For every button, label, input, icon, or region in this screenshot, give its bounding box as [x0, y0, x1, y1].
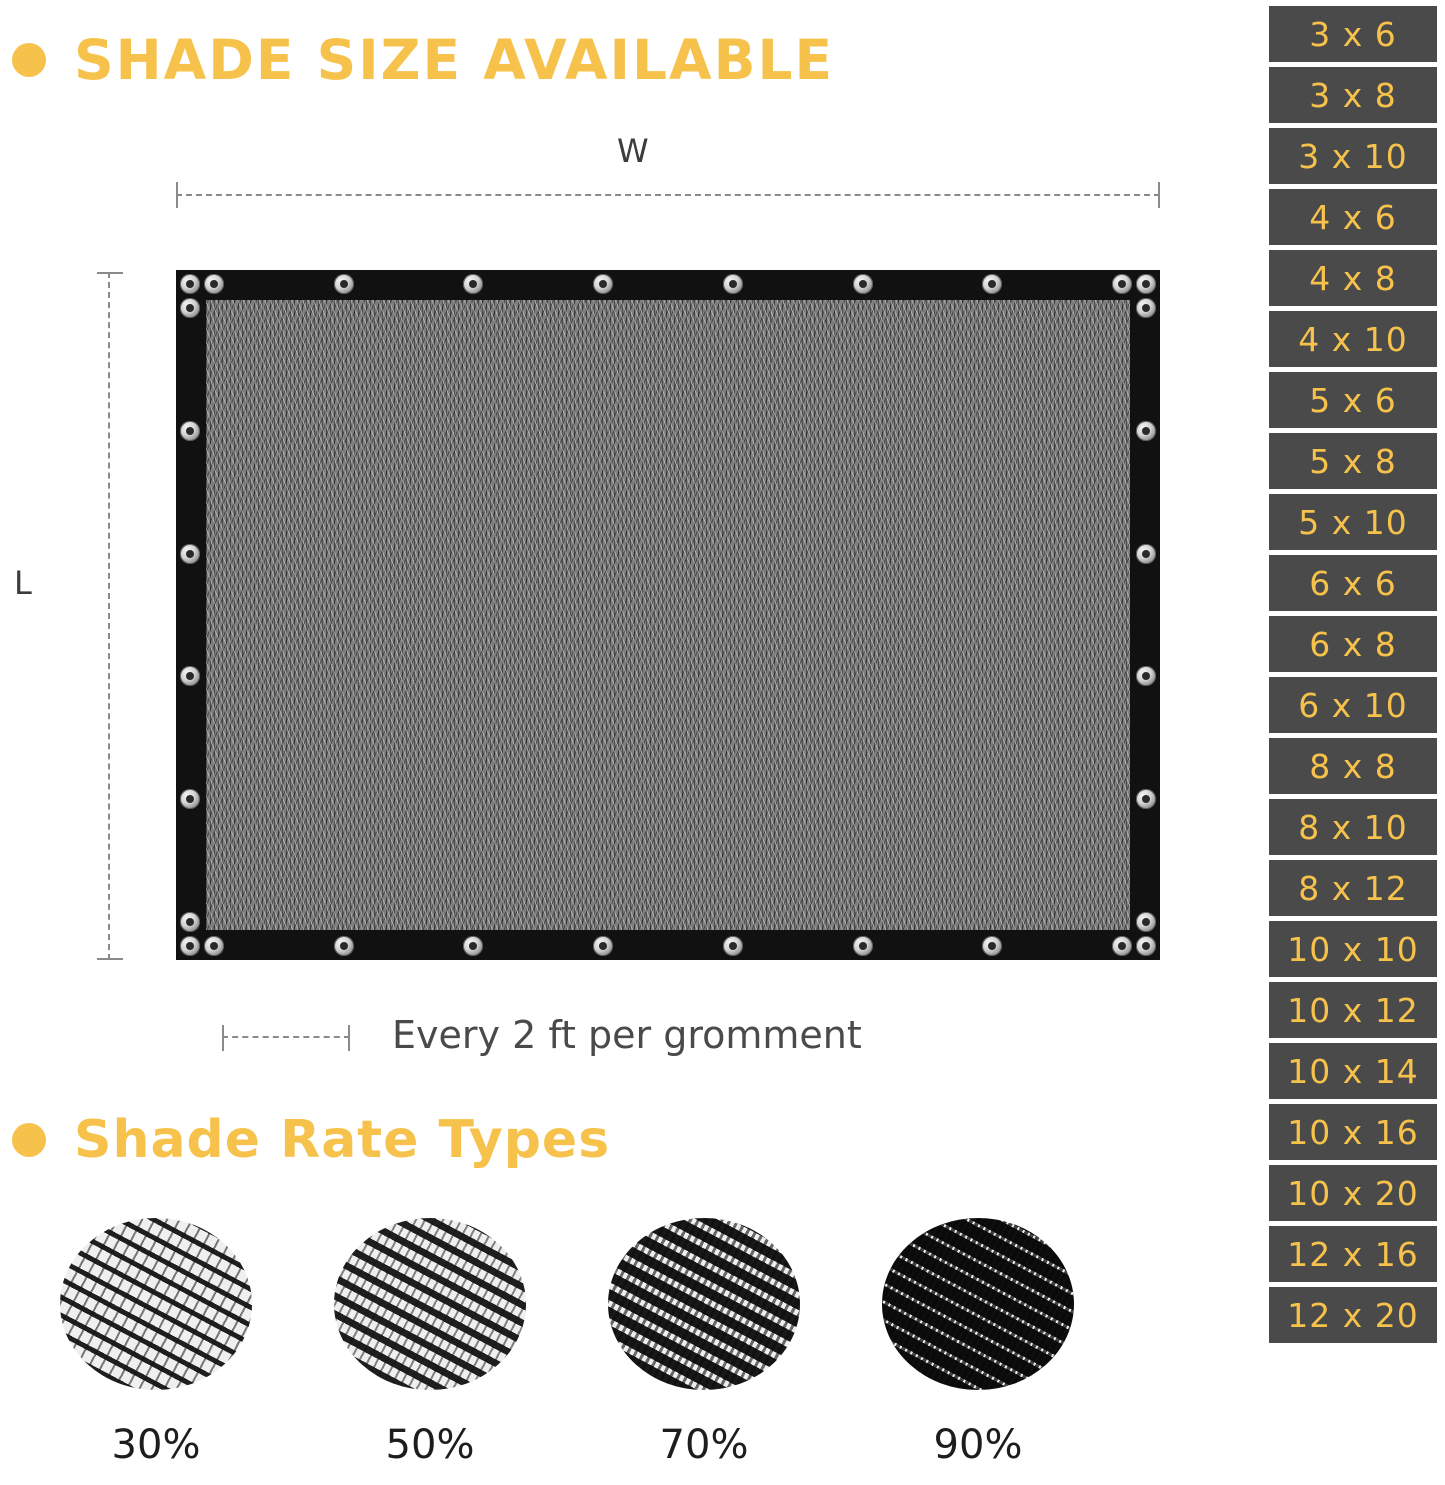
size-chip[interactable]: 10 x 12 [1269, 982, 1437, 1038]
shade-rate-heading [12, 1110, 610, 1170]
shade-cloth-mesh [206, 300, 1130, 930]
size-chip[interactable]: 6 x 10 [1269, 677, 1437, 733]
shade-rate-item [60, 1218, 252, 1468]
size-chip[interactable]: 3 x 8 [1269, 67, 1437, 123]
grommet-spacing-cap-right [348, 1025, 350, 1051]
grommet [853, 274, 873, 294]
width-dimension-label: W [617, 132, 649, 170]
size-chip[interactable]: 5 x 6 [1269, 372, 1437, 428]
width-dimension-cap-right [1158, 182, 1160, 208]
grommet [593, 936, 613, 956]
size-chip[interactable]: 10 x 10 [1269, 921, 1437, 977]
size-chip[interactable]: 3 x 10 [1269, 128, 1437, 184]
shade-rate-item [334, 1218, 526, 1468]
size-chip[interactable]: 6 x 8 [1269, 616, 1437, 672]
size-chip[interactable]: 12 x 16 [1269, 1226, 1437, 1282]
size-chip[interactable]: 3 x 6 [1269, 6, 1437, 62]
shade-rate-label: 70% [659, 1422, 749, 1468]
grommet-spacing-marker [222, 1036, 350, 1038]
size-chip[interactable]: 4 x 10 [1269, 311, 1437, 367]
grommet [1136, 544, 1156, 564]
grommet [180, 274, 200, 294]
shade-rate-swatch-70 [608, 1218, 800, 1390]
grommet [180, 298, 200, 318]
grommet [723, 274, 743, 294]
grommet [180, 912, 200, 932]
grommet [1136, 936, 1156, 956]
size-chip[interactable]: 8 x 8 [1269, 738, 1437, 794]
grommet [334, 274, 354, 294]
size-chip[interactable]: 5 x 8 [1269, 433, 1437, 489]
grommet [1112, 274, 1132, 294]
shade-rate-heading-label: Shade Rate Types [74, 1110, 611, 1170]
grommet [1136, 421, 1156, 441]
shade-rate-swatch-30 [60, 1218, 252, 1390]
grommet-spacing-label: Every 2 ft per gromment [392, 1013, 862, 1057]
shade-rate-label: 90% [933, 1422, 1023, 1468]
available-size-list [1269, 6, 1437, 1343]
length-dimension-line [108, 272, 110, 960]
length-dimension-label: L [14, 564, 32, 602]
width-dimension-cap-left [176, 182, 178, 208]
grommet [723, 936, 743, 956]
grommet [1112, 936, 1132, 956]
size-chip[interactable]: 4 x 6 [1269, 189, 1437, 245]
grommet [180, 936, 200, 956]
size-chip[interactable]: 8 x 10 [1269, 799, 1437, 855]
shade-rate-label: 50% [385, 1422, 475, 1468]
size-chip[interactable]: 10 x 20 [1269, 1165, 1437, 1221]
shade-rate-list [60, 1218, 1220, 1468]
bullet-dot-icon [12, 1123, 46, 1157]
shade-rate-item [882, 1218, 1074, 1468]
grommet [1136, 912, 1156, 932]
size-chip[interactable]: 10 x 14 [1269, 1043, 1437, 1099]
shade-rate-item [608, 1218, 800, 1468]
size-chip[interactable]: 4 x 8 [1269, 250, 1437, 306]
width-dimension-line [176, 194, 1160, 196]
size-chip[interactable]: 5 x 10 [1269, 494, 1437, 550]
grommet [1136, 274, 1156, 294]
shade-rate-swatch-50 [334, 1218, 526, 1390]
length-dimension-cap-top [97, 272, 123, 274]
grommet [593, 274, 613, 294]
grommet-spacing-cap-left [222, 1025, 224, 1051]
size-chip[interactable]: 10 x 16 [1269, 1104, 1437, 1160]
grommet [180, 421, 200, 441]
size-chip[interactable]: 6 x 6 [1269, 555, 1437, 611]
grommet [204, 274, 224, 294]
grommet [853, 936, 873, 956]
size-chip[interactable]: 12 x 20 [1269, 1287, 1437, 1343]
shade-rate-swatch-90 [882, 1218, 1074, 1390]
grommet [180, 544, 200, 564]
size-chip[interactable]: 8 x 12 [1269, 860, 1437, 916]
grommet [204, 936, 224, 956]
length-dimension-cap-bottom [97, 958, 123, 960]
grommet [1136, 298, 1156, 318]
shade-rate-label: 30% [111, 1422, 201, 1468]
grommet [334, 936, 354, 956]
shade-size-heading-label: SHADE SIZE AVAILABLE [74, 28, 835, 92]
shade-cloth-panel [176, 270, 1160, 960]
